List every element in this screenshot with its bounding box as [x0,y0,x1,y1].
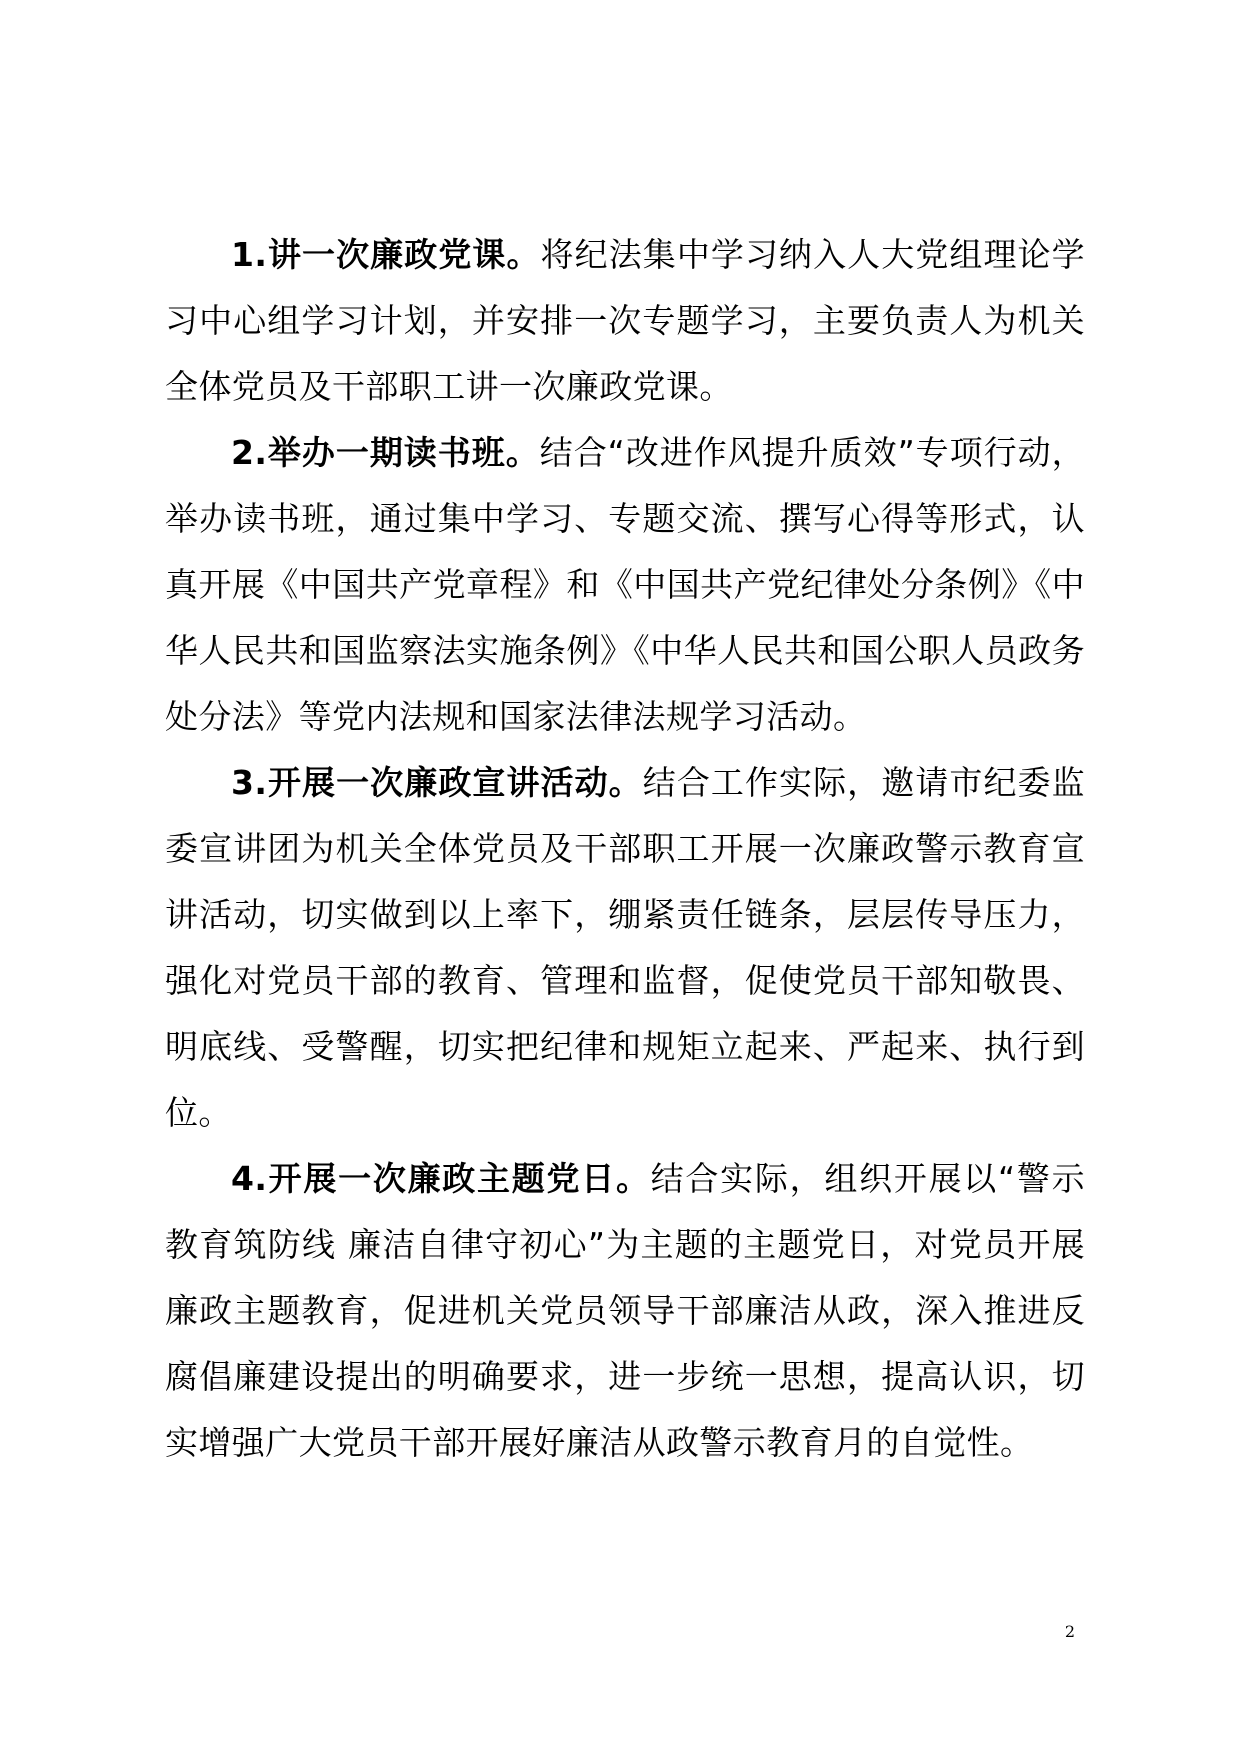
paragraph-3-heading: 3.开展一次廉政宣讲活动。 [231,763,643,802]
document-body [165,222,1085,1476]
paragraph-1-body: 将纪法集中学习纳入人大党组理论学习中心组学习计划，并安排一次专题学习，主要负责人为机关全体党员及干部职工讲一次廉政党课。 [165,235,1086,406]
paragraph-3 [165,750,1085,1146]
page-number: 2 [1064,1622,1076,1641]
paragraph-2 [165,420,1085,750]
paragraph-4-heading: 4.开展一次廉政主题党日。 [231,1159,651,1198]
paragraph-2-body: 结合“改进作风提升质效”专项行动，举办读书班，通过集中学习、专题交流、撰写心得等形式，认真开展《中国共产党章程》和《中国共产党纪律处分条例》《中华人民共和国监察法实施条例》《中华人民共和国公职人员政务处分法》等党内法规和国家法律法规学习活动。 [165,433,1085,736]
paragraph-4 [165,1146,1085,1476]
paragraph-2-heading: 2.举办一期读书班。 [231,433,540,472]
paragraph-1-heading: 1.讲一次廉政党课。 [231,235,541,274]
paragraph-4-body: 结合实际，组织开展以“警示教育筑防线 廉洁自律守初心”为主题的主题党日，对党员开展廉政主题教育，促进机关党员领导干部廉洁从政，深入推进反腐倡廉建设提出的明确要求，进一步统一思想，提高认识，切实增强广大党员干部开展好廉洁从政警示教育月的自觉性。 [165,1159,1085,1462]
paragraph-3-body: 结合工作实际，邀请市纪委监委宣讲团为机关全体党员及干部职工开展一次廉政警示教育宣讲活动，切实做到以上率下，绷紧责任链条，层层传导压力，强化对党员干部的教育、管理和监督，促使党员干部知敬畏、明底线、受警醒，切实把纪律和规矩立起来、严起来、执行到位。 [165,763,1085,1132]
paragraph-1 [165,222,1085,420]
